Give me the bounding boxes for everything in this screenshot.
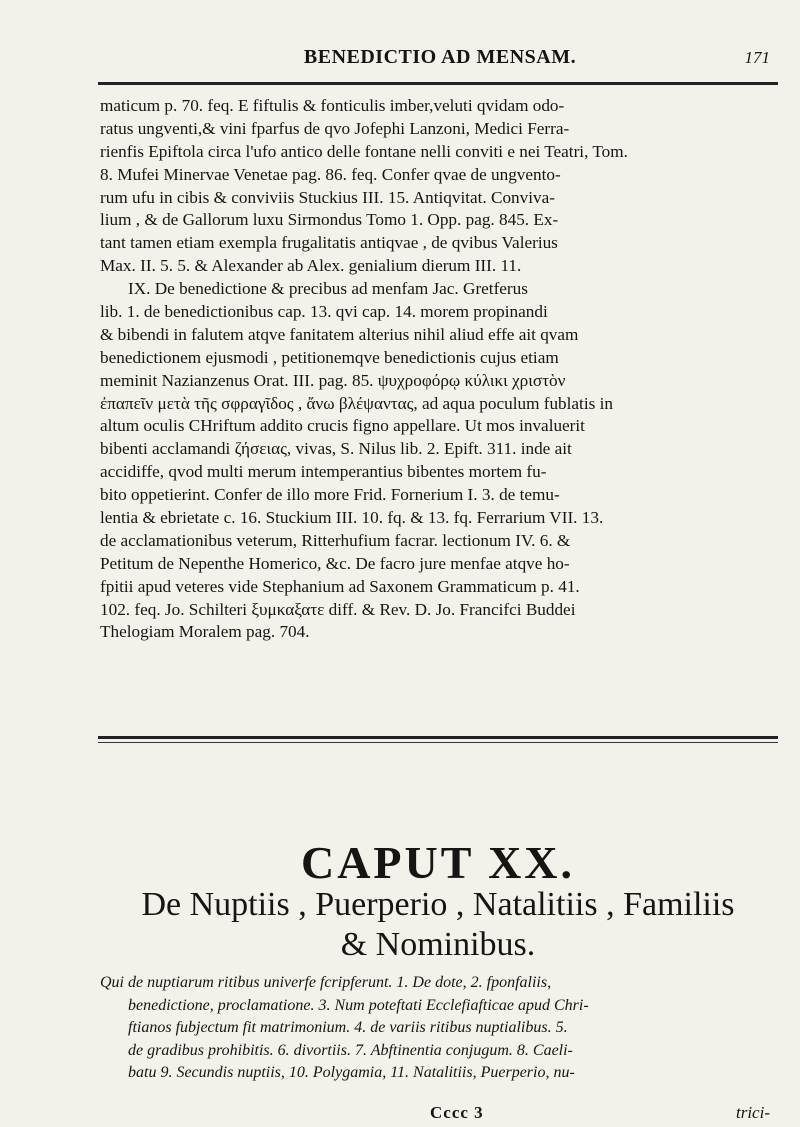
body-line: ἐπαπεῖν μετὰ τῆς σφραγῖδος , ἄνω βλέψαντας, ad aqua poculum fublatis in xyxy=(100,393,613,413)
body-line: lentia & ebrietate c. 16. Stuckium III. 10. fq. & 13. fq. Ferrarium VII. 13. xyxy=(100,508,604,528)
chapter-title-line1: De Nuptiis , Puerperio , Natalitiis , Familiis xyxy=(141,886,735,923)
body-line: Thelogiam Moralem pag. 704. xyxy=(100,622,310,642)
body-line: Petitum de Nepenthe Homerico, &c. De facro jure menfae atqve ho- xyxy=(100,553,570,573)
body-line: 8. Mufei Minervae Venetae pag. 86. feq. Confer qvae de ungvento- xyxy=(100,164,561,184)
chapter-number: CAPUT XX. xyxy=(300,837,576,888)
summary-line: ftianos fubjectum fit matrimonium. 4. de variis ritibus nuptialibus. 5. xyxy=(128,1019,568,1036)
body-line: & bibendi in falutem atqve fanitatem alterius nihil aliud effe ait qvam xyxy=(100,324,579,344)
summary-line: benedictione, proclamatione. 3. Num poteftati Ecclefiafticae apud Chri- xyxy=(128,996,589,1014)
summary-line: de gradibus prohibitis. 6. divortiis. 7. Abftinentia conjugum. 8. Caeli- xyxy=(128,1041,573,1059)
body-line: bibenti acclamandi ζήσειας, vivas, S. Nilus lib. 2. Epift. 311. inde ait xyxy=(100,439,572,459)
body-line: altum oculis CHriftum addito crucis figno appellare. Ut mos invaluerit xyxy=(100,416,585,436)
signature-mark: Cccc 3 xyxy=(430,1103,484,1122)
chapter-summary xyxy=(100,972,776,1085)
body-line: bito oppetierint. Confer de illo more Frid. Fornerium I. 3. de temu- xyxy=(100,485,560,505)
body-text xyxy=(100,95,776,644)
section-rule-top xyxy=(98,736,778,739)
chapter-title-line2: & Nominibus. xyxy=(340,926,536,963)
running-head-title: BENEDICTIO AD MENSAM. xyxy=(303,46,577,68)
body-line: meminit Nazianzenus Orat. III. pag. 85. ψυχροφόρῳ κύλικι χριστὸν xyxy=(100,370,566,390)
section-rule-bottom xyxy=(98,742,778,743)
body-line: de acclamationibus veterum, Ritterhufium facrar. lectionum IV. 6. & xyxy=(100,530,571,550)
body-line: rum ufu in cibis & conviviis Stuckius III. 15. Antiqvitat. Conviva- xyxy=(100,187,555,207)
summary-line: batu 9. Secundis nuptiis, 10. Polygamia, 11. Natalitiis, Puerperio, nu- xyxy=(128,1064,575,1081)
running-head xyxy=(110,46,770,80)
header-rule xyxy=(98,82,778,85)
summary-line: Qui de nuptiarum ritibus univerfe fcripferunt. 1. De dote, 2. fponfaliis, xyxy=(100,974,552,991)
body-line: lium , & de Gallorum luxu Sirmondus Tomo 1. Opp. pag. 845. Ex- xyxy=(100,210,559,230)
body-line: fpitii apud veteres vide Stephanium ad Saxonem Grammaticum p. 41. xyxy=(100,576,580,596)
body-line: lib. 1. de benedictionibus cap. 13. qvi cap. 14. morem propinandi xyxy=(100,302,548,322)
body-line: maticum p. 70. feq. E fiftulis & fonticulis imber,veluti qvidam odo- xyxy=(100,96,565,115)
page-number: 171 xyxy=(744,48,770,67)
catchword: trici- xyxy=(736,1103,770,1122)
body-line: 102. feq. Jo. Schilteri ξυμκαξατε diff. & Rev. D. Jo. Francifci Buddei xyxy=(100,599,576,619)
body-line: rienfis Epiftola circa l'ufo antico delle fontane nelli conviti e nei Teatri, Tom. xyxy=(100,141,628,161)
body-line: ratus ungventi,& vini fparfus de qvo Jofephi Lanzoni, Medici Ferra- xyxy=(100,118,570,138)
body-line: Max. II. 5. 5. & Alexander ab Alex. genialium dierum III. 11. xyxy=(100,256,522,276)
body-line: benedictionem ejusmodi , petitionemqve benedictionis cujus etiam xyxy=(100,347,559,367)
body-line: tant tamen etiam exempla frugalitatis antiqvae , de qvibus Valerius xyxy=(100,233,558,253)
body-line: IX. De benedictione & precibus ad menfam Jac. Gretferus xyxy=(128,279,528,299)
body-line: accidiffe, qvod multi merum intemperantius bibentes mortem fu- xyxy=(100,462,547,482)
